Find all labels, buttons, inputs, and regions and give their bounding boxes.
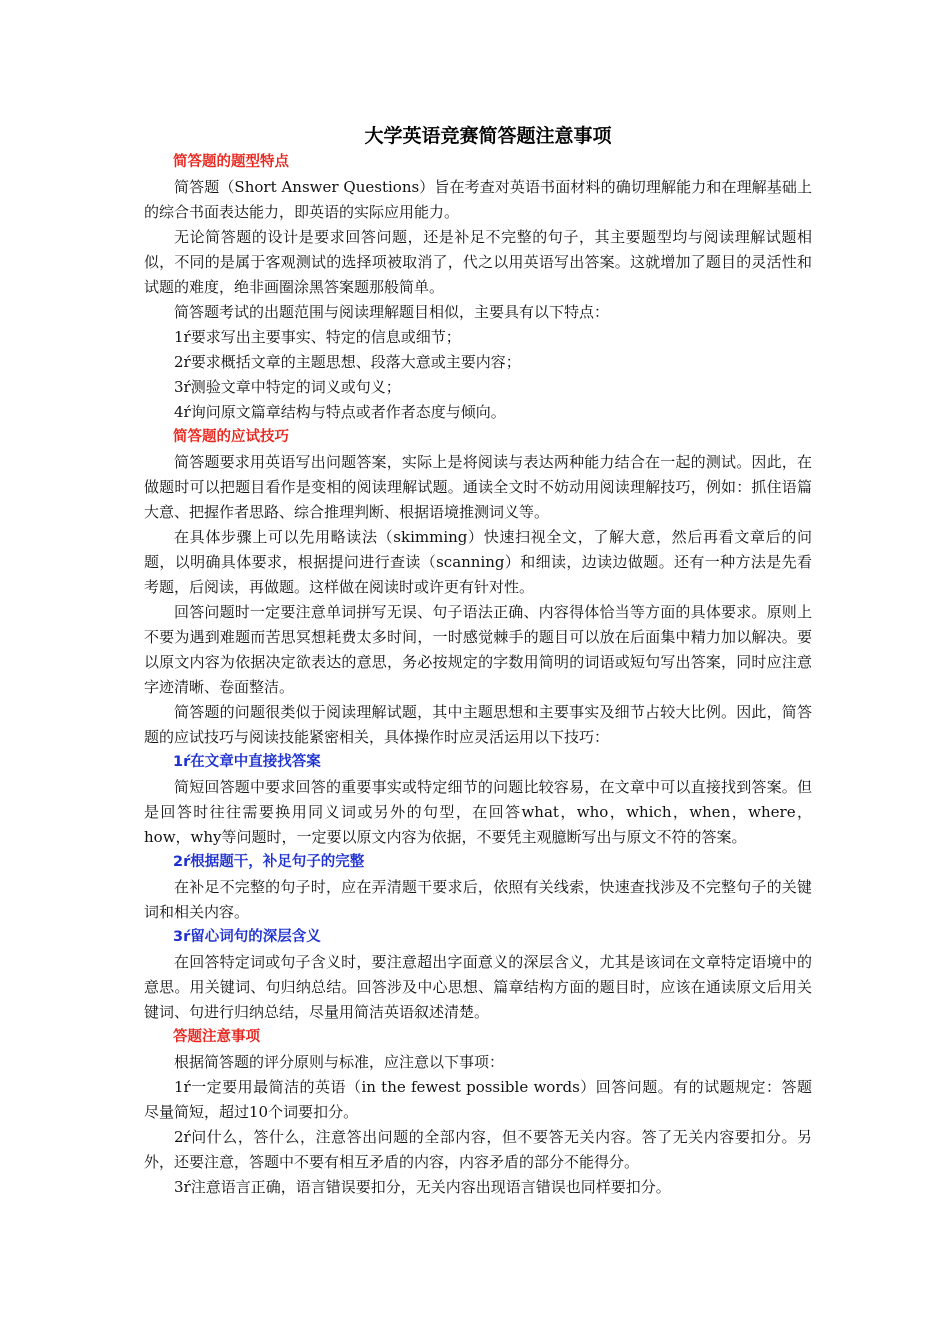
list-item: 1ŕ要求写出主要事实、特定的信息或细节； bbox=[174, 328, 461, 346]
document-body bbox=[144, 122, 812, 1200]
section-heading-features: 简答题的题型特点 bbox=[173, 154, 289, 170]
paragraph: 简短回答题中要求回答的重要事实或特定细节的问题比较容易，在文章中可以直接找到答案。但是回答时往往需要换用同义词或另外的句型，在回答what，who，which，when，where，how，why等问题时，一定要以原文内容为依据，不要凭主观臆断写出与原文不符的答案。 bbox=[144, 778, 812, 846]
sub-heading-deep-meaning: 3ŕ留心词句的深层含义 bbox=[173, 929, 321, 945]
sub-heading-complete-sentence: 2ŕ根据题干，补足句子的完整 bbox=[173, 854, 365, 870]
list-item: 3ŕ测验文章中特定的词义或句义； bbox=[174, 378, 401, 396]
paragraph: 在补足不完整的句子时，应在弄清题干要求后，依照有关线索，快速查找涉及不完整句子的关键词和相关内容。 bbox=[144, 878, 812, 921]
paragraph: 无论简答题的设计是要求回答问题，还是补足不完整的句子，其主要题型均与阅读理解试题相似，不同的是属于客观测试的选择项被取消了，代之以用英语写出答案。这就增加了题目的灵活性和试题的难度，绝非画圈涂黑答案题那般简单。 bbox=[144, 228, 812, 296]
list-item: 2ŕ问什么，答什么，注意答出问题的全部内容，但不要答无关内容。答了无关内容要扣分。另外，还要注意，答题中不要有相互矛盾的内容，内容矛盾的部分不能得分。 bbox=[144, 1128, 812, 1171]
section-heading-notes: 答题注意事项 bbox=[173, 1029, 260, 1045]
page-title: 大学英语竞赛简答题注意事项 bbox=[364, 125, 612, 147]
paragraph: 简答题的问题很类似于阅读理解试题，其中主题思想和主要事实及细节占较大比例。因此，简答题的应试技巧与阅读技能紧密相关，具体操作时应灵活运用以下技巧： bbox=[144, 703, 812, 746]
paragraph: 在回答特定词或句子含义时，要注意超出字面意义的深层含义，尤其是该词在文章特定语境中的意思。用关键词、句归纳总结。回答涉及中心思想、篇章结构方面的题目时，应该在通读原文后用关键词、句进行归纳总结，尽量用简洁英语叙述清楚。 bbox=[144, 953, 812, 1021]
list-item: 3ŕ注意语言正确，语言错误要扣分，无关内容出现语言错误也同样要扣分。 bbox=[174, 1178, 671, 1196]
paragraph: 简答题考试的出题范围与阅读理解题目相似，主要具有以下特点： bbox=[174, 303, 610, 321]
paragraph: 根据简答题的评分原则与标准，应注意以下事项： bbox=[174, 1053, 505, 1071]
sub-heading-find-answer: 1ŕ在文章中直接找答案 bbox=[173, 754, 321, 770]
paragraph: 简答题（Short Answer Questions）旨在考查对英语书面材料的确切理解能力和在理解基础上的综合书面表达能力，即英语的实际应用能力。 bbox=[144, 178, 812, 221]
list-item: 2ŕ要求概括文章的主题思想、段落大意或主要内容； bbox=[174, 353, 521, 371]
paragraph: 简答题要求用英语写出问题答案，实际上是将阅读与表达两种能力结合在一起的测试。因此，在做题时可以把题目看作是变相的阅读理解试题。通读全文时不妨动用阅读理解技巧，例如：抓住语篇大意、把握作者思路、综合推理判断、根据语境推测词义等。 bbox=[144, 453, 812, 521]
paragraph: 在具体步骤上可以先用略读法（skimming）快速扫视全文，了解大意，然后再看文章后的问题，以明确具体要求，根据提问进行查读（scanning）和细读，边读边做题。还有一种方法是先看考题，后阅读，再做题。这样做在阅读时或许更有针对性。 bbox=[144, 528, 812, 596]
section-heading-techniques: 简答题的应试技巧 bbox=[173, 429, 289, 445]
list-item: 4ŕ询问原文篇章结构与特点或者作者态度与倾向。 bbox=[174, 403, 506, 421]
paragraph: 回答问题时一定要注意单词拼写无误、句子语法正确、内容得体恰当等方面的具体要求。原则上不要为遇到难题而苦思冥想耗费太多时间，一时感觉棘手的题目可以放在后面集中精力加以解决。要以原文内容为依据决定欲表达的意思，务必按规定的字数用简明的词语或短句写出答案，同时应注意字迹清晰、卷面整洁。 bbox=[144, 603, 812, 696]
list-item: 1ŕ一定要用最简洁的英语（in the fewest possible words）回答问题。有的试题规定：答题尽量简短，超过10个词要扣分。 bbox=[144, 1078, 812, 1121]
